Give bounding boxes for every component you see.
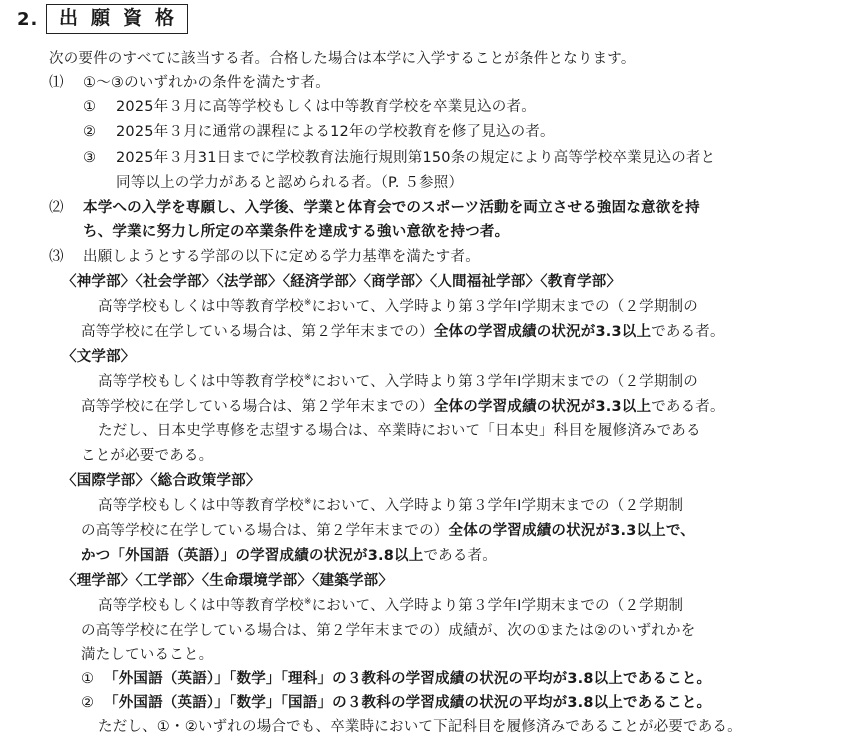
- group4-cond2-number: ②: [81, 695, 95, 711]
- group4-cond1-number: ①: [81, 671, 95, 687]
- group1-line1: 高等学校もしくは中等教育学校※において、入学時より第３学年Ⅰ学期末までの（２学期制の: [98, 298, 698, 315]
- item3-number: ⑶: [49, 249, 64, 265]
- item2-text-line2: ち、学業に努力し所定の卒業条件を達成する強い意欲を持つ者。: [83, 224, 510, 240]
- item1-sub3-number: ③: [83, 150, 97, 166]
- section-title: 出願資格: [46, 4, 188, 34]
- group3-line2: の高等学校に在学している場合は、第２学年末までの）全体の学習成績の状況が3.3以上で、: [81, 523, 695, 539]
- item1-sub3-continuation: 同等以上の学力があると認められる者。（P. ５参照）: [116, 175, 464, 191]
- group4-cond2-text: 「外国語（英語）」「数学」「国語」の３教科の学習成績の状況の平均が3.8以上であること。: [104, 695, 712, 711]
- item1-sub1-number: ①: [83, 99, 97, 115]
- group4-line1: 高等学校もしくは中等教育学校※において、入学時より第３学年Ⅰ学期末までの（２学期制: [98, 597, 684, 614]
- footnote-mark: ※: [303, 597, 312, 607]
- group4-heading: 〈理学部〉〈工学部〉〈生命環境学部〉〈建築学部〉: [62, 573, 394, 589]
- group3-line3: かつ「外国語（英語）」の学習成績の状況が3.8以上である者。: [81, 548, 497, 564]
- group1-heading: 〈神学部〉〈社会学部〉〈法学部〉〈経済学部〉〈商学部〉〈人間福祉学部〉〈教育学部〉: [62, 274, 622, 290]
- item2-number: ⑵: [49, 200, 64, 216]
- item3-text: 出願しようとする学部の以下に定める学力基準を満たす者。: [83, 249, 480, 265]
- group4-cond1-text: 「外国語（英語）」「数学」「理科」の３教科の学習成績の状況の平均が3.8以上であること。: [104, 671, 712, 687]
- item1-sub1-text: 2025年３月に高等学校もしくは中等教育学校を卒業見込の者。: [116, 99, 536, 115]
- section-number: 2.: [17, 9, 39, 30]
- intro-text: 次の要件のすべてに該当する者。合格した場合は本学に入学することが条件となります。: [49, 51, 636, 67]
- group2-line1: 高等学校もしくは中等教育学校※において、入学時より第３学年Ⅰ学期末までの（２学期制の: [98, 373, 698, 390]
- item1-number: ⑴: [49, 75, 64, 91]
- item1-text: ①～③のいずれかの条件を満たす者。: [83, 75, 330, 91]
- group2-heading: 〈文学部〉: [62, 349, 136, 365]
- footnote-mark: ※: [303, 497, 312, 507]
- item1-sub2-text: 2025年３月に通常の課程による12年の学校教育を修了見込の者。: [116, 124, 555, 140]
- group1-line2: 高等学校に在学している場合は、第２学年末までの）全体の学習成績の状況が3.3以上である者。: [81, 324, 725, 340]
- group3-line1: 高等学校もしくは中等教育学校※において、入学時より第３学年Ⅰ学期末までの（２学期制: [98, 497, 684, 514]
- item1-sub3-text: 2025年３月31日までに学校教育法施行規則第150条の規定により高等学校卒業見込の者と: [116, 150, 716, 166]
- footnote-mark: ※: [303, 373, 312, 383]
- group2-line3: ただし、日本史学専修を志望する場合は、卒業時において「日本史」科目を履修済みである: [98, 423, 701, 439]
- group2-line4: ことが必要である。: [81, 448, 214, 464]
- group2-line2: 高等学校に在学している場合は、第２学年末までの）全体の学習成績の状況が3.3以上である者。: [81, 399, 725, 415]
- group4-line4: ただし、①・②いずれの場合でも、卒業時において下記科目を履修済みであることが必要である。: [98, 719, 742, 735]
- group4-line3: 満たしていること。: [81, 647, 214, 663]
- item1-sub2-number: ②: [83, 124, 97, 140]
- group4-line2: の高等学校に在学している場合は、第２学年末までの）成績が、次の①または②のいずれかを: [81, 623, 696, 639]
- footnote-mark: ※: [303, 298, 312, 308]
- item2-text-line1: 本学への入学を専願し、入学後、学業と体育会でのスポーツ活動を両立させる強固な意欲を持: [83, 200, 700, 216]
- group3-heading: 〈国際学部〉〈総合政策学部〉: [62, 473, 261, 489]
